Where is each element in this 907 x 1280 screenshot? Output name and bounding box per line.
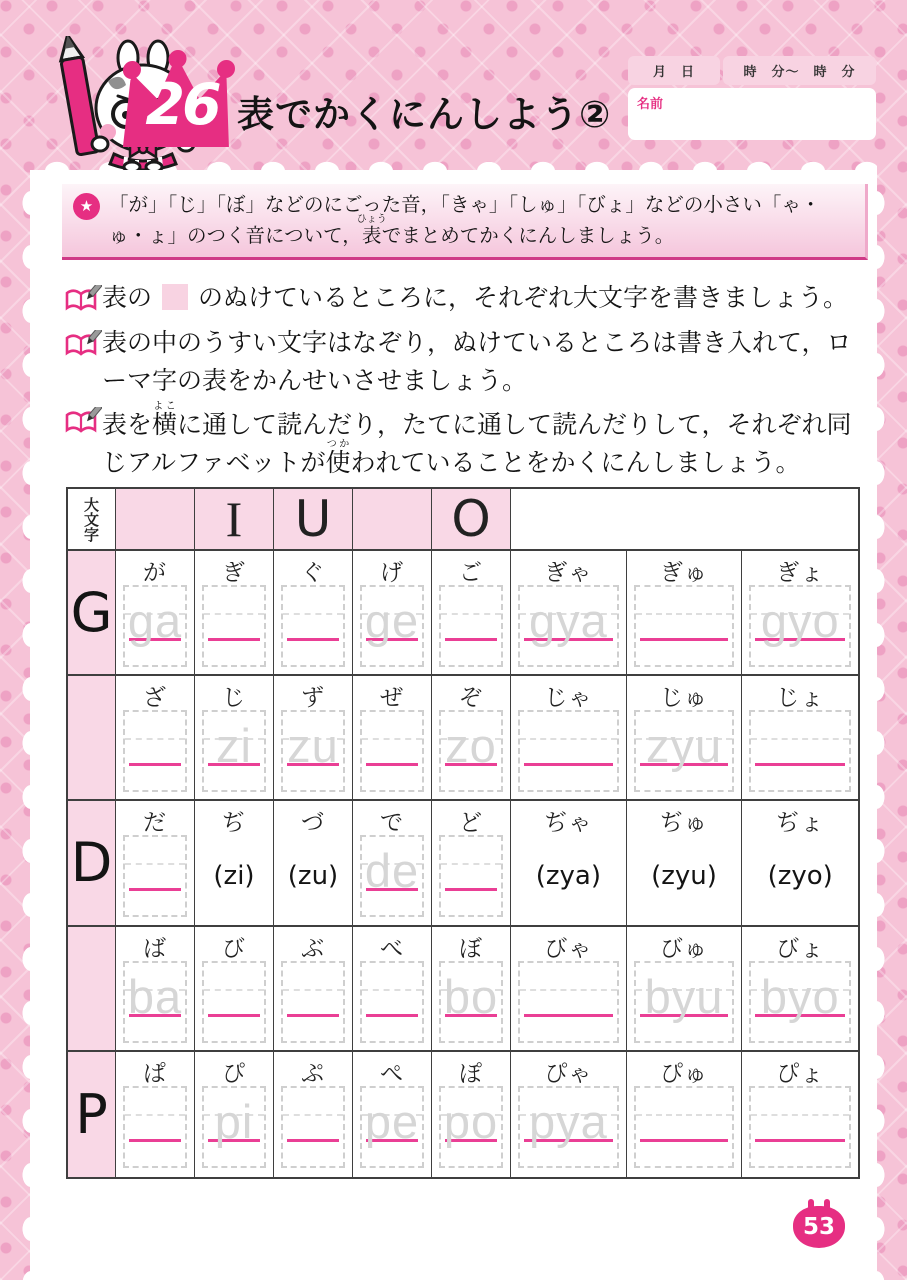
trace-letters: gyo [760,594,840,647]
guide-baseline [208,638,260,641]
instruction-1 [64,279,866,317]
trace-letters: zu [287,719,339,773]
writing-box[interactable] [360,710,424,792]
kana-label: ぎゅ [660,560,709,586]
table-cell [432,801,511,926]
kana-label: ぽ [459,1060,483,1087]
page-number-badge [793,1206,845,1248]
wavy-edge-left [19,176,31,1280]
kana-label: ぱ [143,1060,167,1087]
guide-midline [125,738,185,740]
printed-romaji: (zya) [535,861,601,892]
table-cell [742,1052,858,1177]
writing-box[interactable] [123,961,187,1043]
page-title: 表でかくにんしよう② [237,93,612,136]
printed-romaji: (zi) [213,861,255,892]
row-label-blank-cell[interactable] [68,676,116,801]
table-cell [511,551,627,676]
table-cell [511,801,627,926]
guide-midline [204,989,264,991]
table-cell [195,1052,274,1177]
table-cell [627,676,743,801]
writing-box[interactable] [123,835,187,917]
kana-label: びょ [776,935,825,962]
writing-box[interactable] [281,1086,345,1168]
trace-letters: ba [127,969,183,1023]
guide-midline [283,1114,343,1116]
kana-label: ぴゃ [544,1060,593,1087]
guide-baseline [755,763,845,766]
book-pencil-icon [64,285,102,315]
kana-label: じ [222,685,246,712]
kana-label: で [380,810,404,837]
guide-baseline [287,1139,339,1142]
name-label: 名前 [637,97,664,112]
table-cell [116,551,195,676]
writing-box[interactable] [360,835,424,917]
table-cell [511,927,627,1052]
kana-label: ど [459,810,483,837]
header-letter-i: I [195,489,274,551]
header-letter-blank-cell[interactable] [116,489,195,551]
table-corner-capital-letters-label: 大文字 [68,489,116,551]
writing-box[interactable] [281,961,345,1043]
writing-box[interactable] [439,710,503,792]
table-cell [353,551,432,676]
kana-label: ぴ [222,1060,246,1087]
kana-label: びゅ [660,935,709,962]
table-cell [195,551,274,676]
row-label-d: D [68,801,116,926]
kana-label: げ [380,560,404,586]
guide-midline [283,613,343,615]
writing-box[interactable] [123,710,187,792]
kana-label: ぴゅ [660,1060,709,1087]
kana-label: ぼ [459,935,483,962]
trace-letters: pe [364,1094,420,1148]
printed-romaji: (zu) [287,861,339,892]
guide-midline [520,738,617,740]
trace-letters: bo [443,969,499,1023]
table-cell [274,801,353,926]
trace-letters: zo [445,719,497,773]
name-input-box[interactable] [628,88,876,140]
writing-box[interactable] [123,585,187,667]
writing-box[interactable] [518,710,619,792]
romaji-table [66,487,860,1179]
kana-label: ぎゃ [544,560,593,586]
guide-midline [636,1114,733,1116]
guide-baseline [287,638,339,641]
table-cell [353,1052,432,1177]
table-cell [195,927,274,1052]
trace-letters: pya [528,1094,608,1148]
writing-box[interactable] [439,585,503,667]
trace-letters: zi [216,719,252,773]
table-cell [353,801,432,926]
row-label-g: G [68,551,116,676]
writing-box[interactable] [281,710,345,792]
instruction-2-text: 表の中のうすい文字はなぞり，ぬけているところは書き入れて，ローマ字の表をかんせいさせましょう。 [102,328,852,395]
kana-label: ぢ [222,810,246,837]
guide-midline [441,863,501,865]
table-cell [274,551,353,676]
trace-letters: zyu [645,719,723,773]
kana-label: ぜ [380,685,404,712]
kana-label: びゃ [544,935,593,962]
kana-label: ご [459,560,483,586]
trace-letters: pi [214,1094,254,1148]
table-cell [627,927,743,1052]
kana-label: ざ [143,685,167,712]
table-cell [116,1052,195,1177]
guide-baseline [129,888,181,891]
kana-label: ぺ [380,1060,404,1087]
lesson-summary-text: 「が」「じ」「ぼ」などのにごった音，「きゃ」「しゅ」「びょ」などの小さい「ゃ・ゅ・ょ」のつく音について，表ひょうでまとめてかくにんしましょう。 [109,193,821,247]
guide-midline [362,738,422,740]
table-cell [353,676,432,801]
guide-baseline [640,638,729,641]
table-cell [432,927,511,1052]
guide-midline [362,989,422,991]
guide-baseline [755,1139,845,1142]
guide-baseline [445,888,497,891]
guide-midline [125,1114,185,1116]
table-cell [274,676,353,801]
kana-label: じょ [776,685,825,712]
table-cell [627,551,743,676]
table-cell [116,676,195,801]
table-cell [274,927,353,1052]
trace-letters: ge [364,594,420,647]
header-letter-u: U [274,489,353,551]
writing-box[interactable] [360,1086,424,1168]
date-name-card [628,56,876,140]
kana-label: ぶ [301,935,325,962]
writing-box[interactable] [439,835,503,917]
blank-square[interactable] [162,284,188,310]
guide-baseline [129,1139,181,1142]
date-strip [628,56,876,85]
writing-box[interactable] [518,585,619,667]
writing-box[interactable] [634,710,735,792]
writing-box[interactable] [439,961,503,1043]
table-cell [627,1052,743,1177]
writing-box[interactable] [749,585,851,667]
date-time-field[interactable]: 時 分～ 時 分 [723,56,876,85]
writing-box[interactable] [281,585,345,667]
writing-box[interactable] [123,1086,187,1168]
star-icon [73,193,100,220]
table-cell [353,927,432,1052]
table-cell [432,551,511,676]
wavy-edge-right [876,176,888,1280]
writing-box[interactable] [360,961,424,1043]
kana-label: じゅ [660,685,709,712]
writing-box[interactable] [749,710,851,792]
instruction-2 [64,324,866,400]
table-cell [742,801,858,926]
guide-baseline [524,1014,613,1017]
table-cell [742,551,858,676]
writing-box[interactable] [518,1086,619,1168]
guide-midline [520,989,617,991]
guide-baseline [129,763,181,766]
guide-baseline [287,1014,339,1017]
writing-box[interactable] [634,1086,735,1168]
trace-letters: po [443,1094,499,1148]
row-label-p: P [68,1052,116,1177]
guide-baseline [208,1014,260,1017]
table-cell [116,927,195,1052]
guide-baseline [366,763,418,766]
header-letter-blank-cell [511,489,858,551]
instruction-1-text: 表の のぬけているところに，それぞれ大文字を書きましょう。 [102,283,849,312]
lesson-number: 26 [145,72,219,138]
kana-label: ぢゃ [544,810,593,837]
writing-box[interactable] [634,961,735,1043]
header-letter-blank-cell[interactable] [353,489,432,551]
instruction-3-text: 表を横よこに通して読んだり，たてに通して読んだりして，それぞれ同じアルファベットが使つかわれていることをかくにんしましょう。 [102,401,852,477]
table-cell [432,676,511,801]
row-label-blank-cell[interactable] [68,927,116,1052]
table-cell [195,801,274,926]
kana-label: ぢゅ [660,810,709,837]
guide-midline [751,1114,849,1116]
guide-midline [283,989,343,991]
writing-box[interactable] [749,961,851,1043]
kana-label: ず [301,685,325,712]
book-pencil-icon [64,407,102,437]
kana-label: ぞ [459,685,483,712]
instruction-3 [64,401,866,482]
trace-letters: byu [644,969,724,1023]
header-letter-o: O [432,489,511,551]
table-cell [432,1052,511,1177]
trace-letters: ga [127,594,183,647]
date-month-day-field[interactable]: 月 日 [628,56,720,85]
guide-midline [636,613,733,615]
table-cell [116,801,195,926]
kana-label: じゃ [544,685,593,712]
guide-midline [204,613,264,615]
guide-midline [441,613,501,615]
printed-romaji: (zyu) [651,861,717,892]
kana-label: ぢょ [776,810,825,837]
table-cell [742,676,858,801]
trace-letters: gya [528,594,608,647]
table-cell [511,676,627,801]
trace-letters: byo [760,969,840,1023]
kana-label: び [222,935,246,962]
writing-box[interactable] [202,1086,266,1168]
guide-baseline [640,1139,729,1142]
lesson-summary-box [62,184,868,260]
writing-box[interactable] [202,961,266,1043]
printed-romaji: (zyo) [767,861,833,892]
kana-label: ぎょ [776,560,825,586]
kana-label: ぐ [301,560,325,586]
writing-box[interactable] [202,585,266,667]
guide-baseline [524,763,613,766]
guide-midline [125,863,185,865]
kana-label: ば [143,935,167,962]
table-cell [627,801,743,926]
kana-label: ぎ [222,560,246,586]
table-cell [742,927,858,1052]
kana-label: べ [380,935,404,962]
guide-baseline [366,1014,418,1017]
kana-label: づ [301,810,325,837]
kana-label: が [143,560,167,586]
writing-box[interactable] [634,585,735,667]
trace-letters: de [364,844,420,898]
writing-box[interactable] [202,710,266,792]
kana-label: ぷ [301,1060,325,1087]
writing-box[interactable] [439,1086,503,1168]
kana-label: ぴょ [776,1060,825,1087]
guide-baseline [445,638,497,641]
writing-box[interactable] [518,961,619,1043]
table-cell [274,1052,353,1177]
book-pencil-icon [64,330,102,360]
guide-midline [751,738,849,740]
page-number: 53 [802,1214,835,1240]
kana-label: だ [143,810,167,837]
writing-box[interactable] [749,1086,851,1168]
table-cell [195,676,274,801]
writing-box[interactable] [360,585,424,667]
table-cell [511,1052,627,1177]
